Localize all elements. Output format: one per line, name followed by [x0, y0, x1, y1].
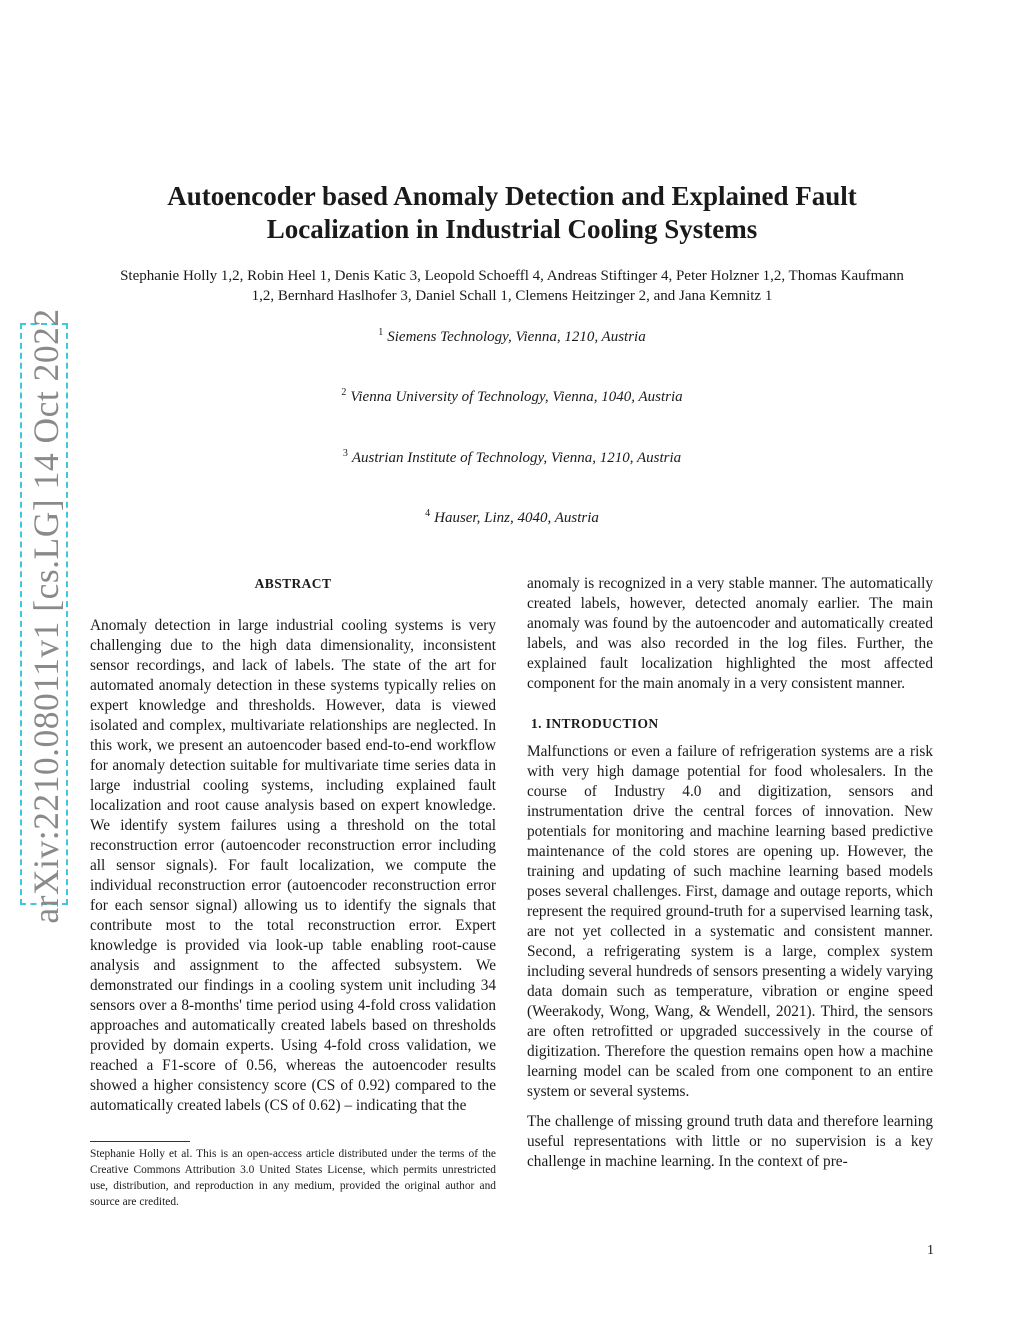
left-column	[90, 574, 496, 1116]
abstract-heading: ABSTRACT	[254, 576, 332, 591]
arxiv-stamp-text: arXiv:2210.08011v1 [cs.LG] 14 Oct 2022	[26, 308, 66, 924]
affiliation-number: 3	[342, 448, 348, 459]
affiliation-text: Hauser, Linz, 4040, Austria	[434, 510, 599, 526]
page-number: 1	[927, 1243, 934, 1258]
affiliation-4	[100, 508, 924, 527]
affiliation-2	[100, 387, 924, 406]
abstract-text: Anomaly detection in large industrial cooling systems is very challenging due to the high data dimensionality, inconsistent sensor recordings, and lack of labels. The state of the art for automated anomaly detection in these systems typically relies on expert knowledge and thresholds. However, data is viewed isolated and complex, multivariate relationships are neglected. In this work, we present an autoencoder based end-to-end workflow for anomaly detection suitable for multivariate time series data in large industrial cooling systems, including explained fault localization and root cause analysis based on expert knowledge. We identify system failures using a threshold on the total reconstruction error (autoencoder reconstruction error including all sensor signals). For fault localization, we compute the individual reconstruction error (autoencoder reconstruction error for each sensor signal) allowing us to identify the signals that contribute most to the total reconstruction error. Expert knowledge is provided via look-up table enabling root-cause analysis and assignment to the affected subsystem. We demonstrated our findings in a cooling system unit including 34 sensors over a 8-months' time period using 4-fold cross validation approaches and automatically created labels based on thresholds provided by domain experts. Using 4-fold cross validation, we reached a F1-score of 0.56, whereas the autoencoder results showed a higher consistency score (CS of 0.92) compared to the automatically created labels (CS of 0.62) – indicating that the	[90, 617, 496, 1114]
affiliation-text: Vienna University of Technology, Vienna, 1040, Austria	[350, 389, 683, 405]
footnote-rule	[90, 1141, 190, 1142]
intro-paragraph-1: Malfunctions or even a failure of refrigeration systems are a risk with very high damage potential for food wholesalers. In the course of Industry 4.0 and digitization, sensors and instrumentation drive the central forces of innovation. New potentials for monitoring and machine learning based predictive maintenance of the cold stores are opening up. However, the training and updating of such machine learning based models poses several challenges. First, damage and outage reports, which represent the required ground-truth for a supervised learning task, are not yet collected in a systematic and consistent manner. Second, a refrigerating system is a large, complex system including several hundreds of sensors presenting a widely varying data domain such as temperature, vibration or engine speed (Weerakody, Wong, Wang, & Wendell, 2021). Third, the sensors are often retrofitted or upgraded successively in the course of digitization. Therefore the question remains open how a machine learning model can be scaled from one component to an entire system or several systems.	[527, 743, 933, 1100]
license-footnote: Stephanie Holly et al. This is an open-access article distributed under the terms of the Creative Commons Attribution 3.0 United States License, which permits unrestricted use, distribution, and reproduction in any medium, provided the original author and source are credited.	[90, 1148, 496, 1208]
affiliation-3	[100, 448, 924, 467]
right-column	[527, 574, 933, 1172]
arxiv-stamp[interactable]	[20, 308, 68, 924]
abstract-continued: anomaly is recognized in a very stable manner. The automatically created labels, however, detected anomaly earlier. The main anomaly was found by the autoencoder and automatically created labels, and was also recorded in the log files. Further, the explained fault localization highlighted the most affected component for the main anomaly in a very consistent manner.	[527, 575, 933, 692]
affiliation-number: 4	[425, 508, 431, 519]
affiliation-text: Austrian Institute of Technology, Vienna, 1210, Austria	[351, 450, 682, 466]
affiliation-text: Siemens Technology, Vienna, 1210, Austria	[387, 329, 646, 345]
introduction-heading: 1. INTRODUCTION	[531, 716, 659, 731]
paper-title: Autoencoder based Anomaly Detection and Explained Fault Localization in Industrial Cooling Systems	[167, 181, 857, 244]
affiliation-1	[100, 327, 924, 346]
affiliation-number: 1	[378, 327, 384, 338]
intro-paragraph-2: The challenge of missing ground truth data and therefore learning useful representations with little or no supervision is a key challenge in machine learning. In the context of pre-	[527, 1113, 933, 1170]
affiliation-number: 2	[341, 387, 347, 398]
author-list: Stephanie Holly 1,2, Robin Heel 1, Denis Katic 3, Leopold Schoeffl 4, Andreas Stiftinger 4, Peter Holzner 1,2, Thomas Kaufmann 1,2, Bernhard Haslhofer 3, Daniel Schall 1, Clemens Heitzinger 2, and Jana Kemnitz 1	[120, 268, 904, 304]
